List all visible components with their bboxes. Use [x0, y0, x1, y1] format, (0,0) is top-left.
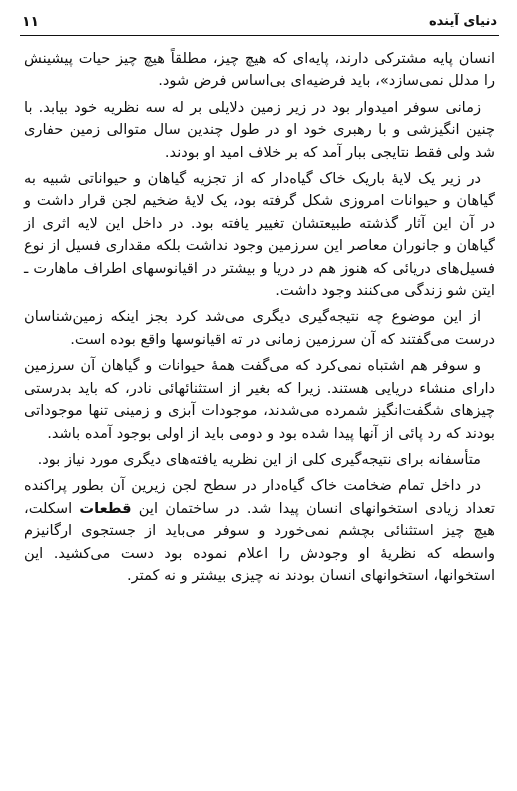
paragraph-2: زمانی سوفر امیدوار بود در زیر زمین دلایلی بر له سه نظریه خود بیابد. با چنین انگیزشی و با رهبری خود او در طول چندین سال متوالی زمین حفاری شد ولی فقط نتایجی ببار آمد که بر خلاف امید او بودند.: [24, 98, 495, 161]
paragraph-7-text-end: اسکلت، هیچ چیز استثنائی بچشم نمی‌خورد و سوفر می‌باید از جستجوی ارگانیزم واسطه که نظریهٔ او وجودش را اعلام نموده بود دست می‌کشید. این استخوانها، استخوانهای انسان بودند نه چیزی بیشتر و نه کمتر.: [24, 499, 495, 584]
paragraph-6: متأسفانه برای نتیجه‌گیری کلی از این نظریه یافته‌های دیگری مورد نیاز بود.: [37, 450, 481, 468]
paragraph-5: و سوفر هم اشتباه نمی‌کرد که می‌گفت همهٔ حیوانات و گیاهان آن سرزمین دارای منشاء دریایی هستند. زیرا که بغیر از استثنائهائی نادر، که باید بدرستی چیزهای شگفت‌انگیز شمرده می‌شدند، موجودات آبزی و زمینی تنها موجوداتی بودند که رد پائی از آنها پیدا شده بود و دومی باید از اولی بوجود آمده باشد.: [24, 357, 495, 442]
header-divider: [20, 35, 499, 36]
page-header: [22, 12, 497, 34]
paragraph-7-text-start: در داخل تمام ضخامت خاک گیاه‌دار در سطح لجن زیرین آن بطور پراکنده تعداد زیادی استخوانهای انسان پیدا شد. در ساختمان این: [24, 477, 495, 517]
paragraph-1: انسان پایه مشترکی دارند، پایه‌ای که هیچ چیز، مطلقاً هیچ چیز حیات پیشینش را مدلل نمی‌سازد»، باید فرضیه‌ای بی‌اساس فرض شود.: [24, 50, 495, 90]
paragraph-3: در زیر یک لایهٔ باریک خاک گیاه‌دار که از تجزیه گیاهان و حیواناتی شبیه به گیاهان و حیوانات امروزی شکل گرفته بود، یک لایهٔ ضخیم لجن قرار داشت و در آن این آثار گذشته طبیعتشان تغییر یافته بود. در داخل این لایه اثری از گیاهان و جانوران معاصر این سرزمین وجود نداشت بلکه مقداری فسیل از نوع فسیل‌های دریائی که هنوز هم در دریا و بیشتر در اقیانوسهای اطراف ماهارت ـ ایتن شو زندگی می‌کنند وجود داشت.: [24, 170, 495, 300]
paragraph-4: از این موضوع چه نتیجه‌گیری دیگری می‌شد کرد بجز اینکه زمین‌شناسان درست می‌گفتند که آن سرزمین زمانی در ته اقیانوسها واقع بوده است.: [24, 308, 495, 348]
page-number: ۱۱: [22, 14, 40, 30]
paragraph-7-bold-word: قطعات: [79, 499, 132, 517]
page-body: [24, 48, 495, 591]
running-title: دنیای آینده: [428, 14, 497, 29]
paragraph-7: [24, 475, 495, 587]
